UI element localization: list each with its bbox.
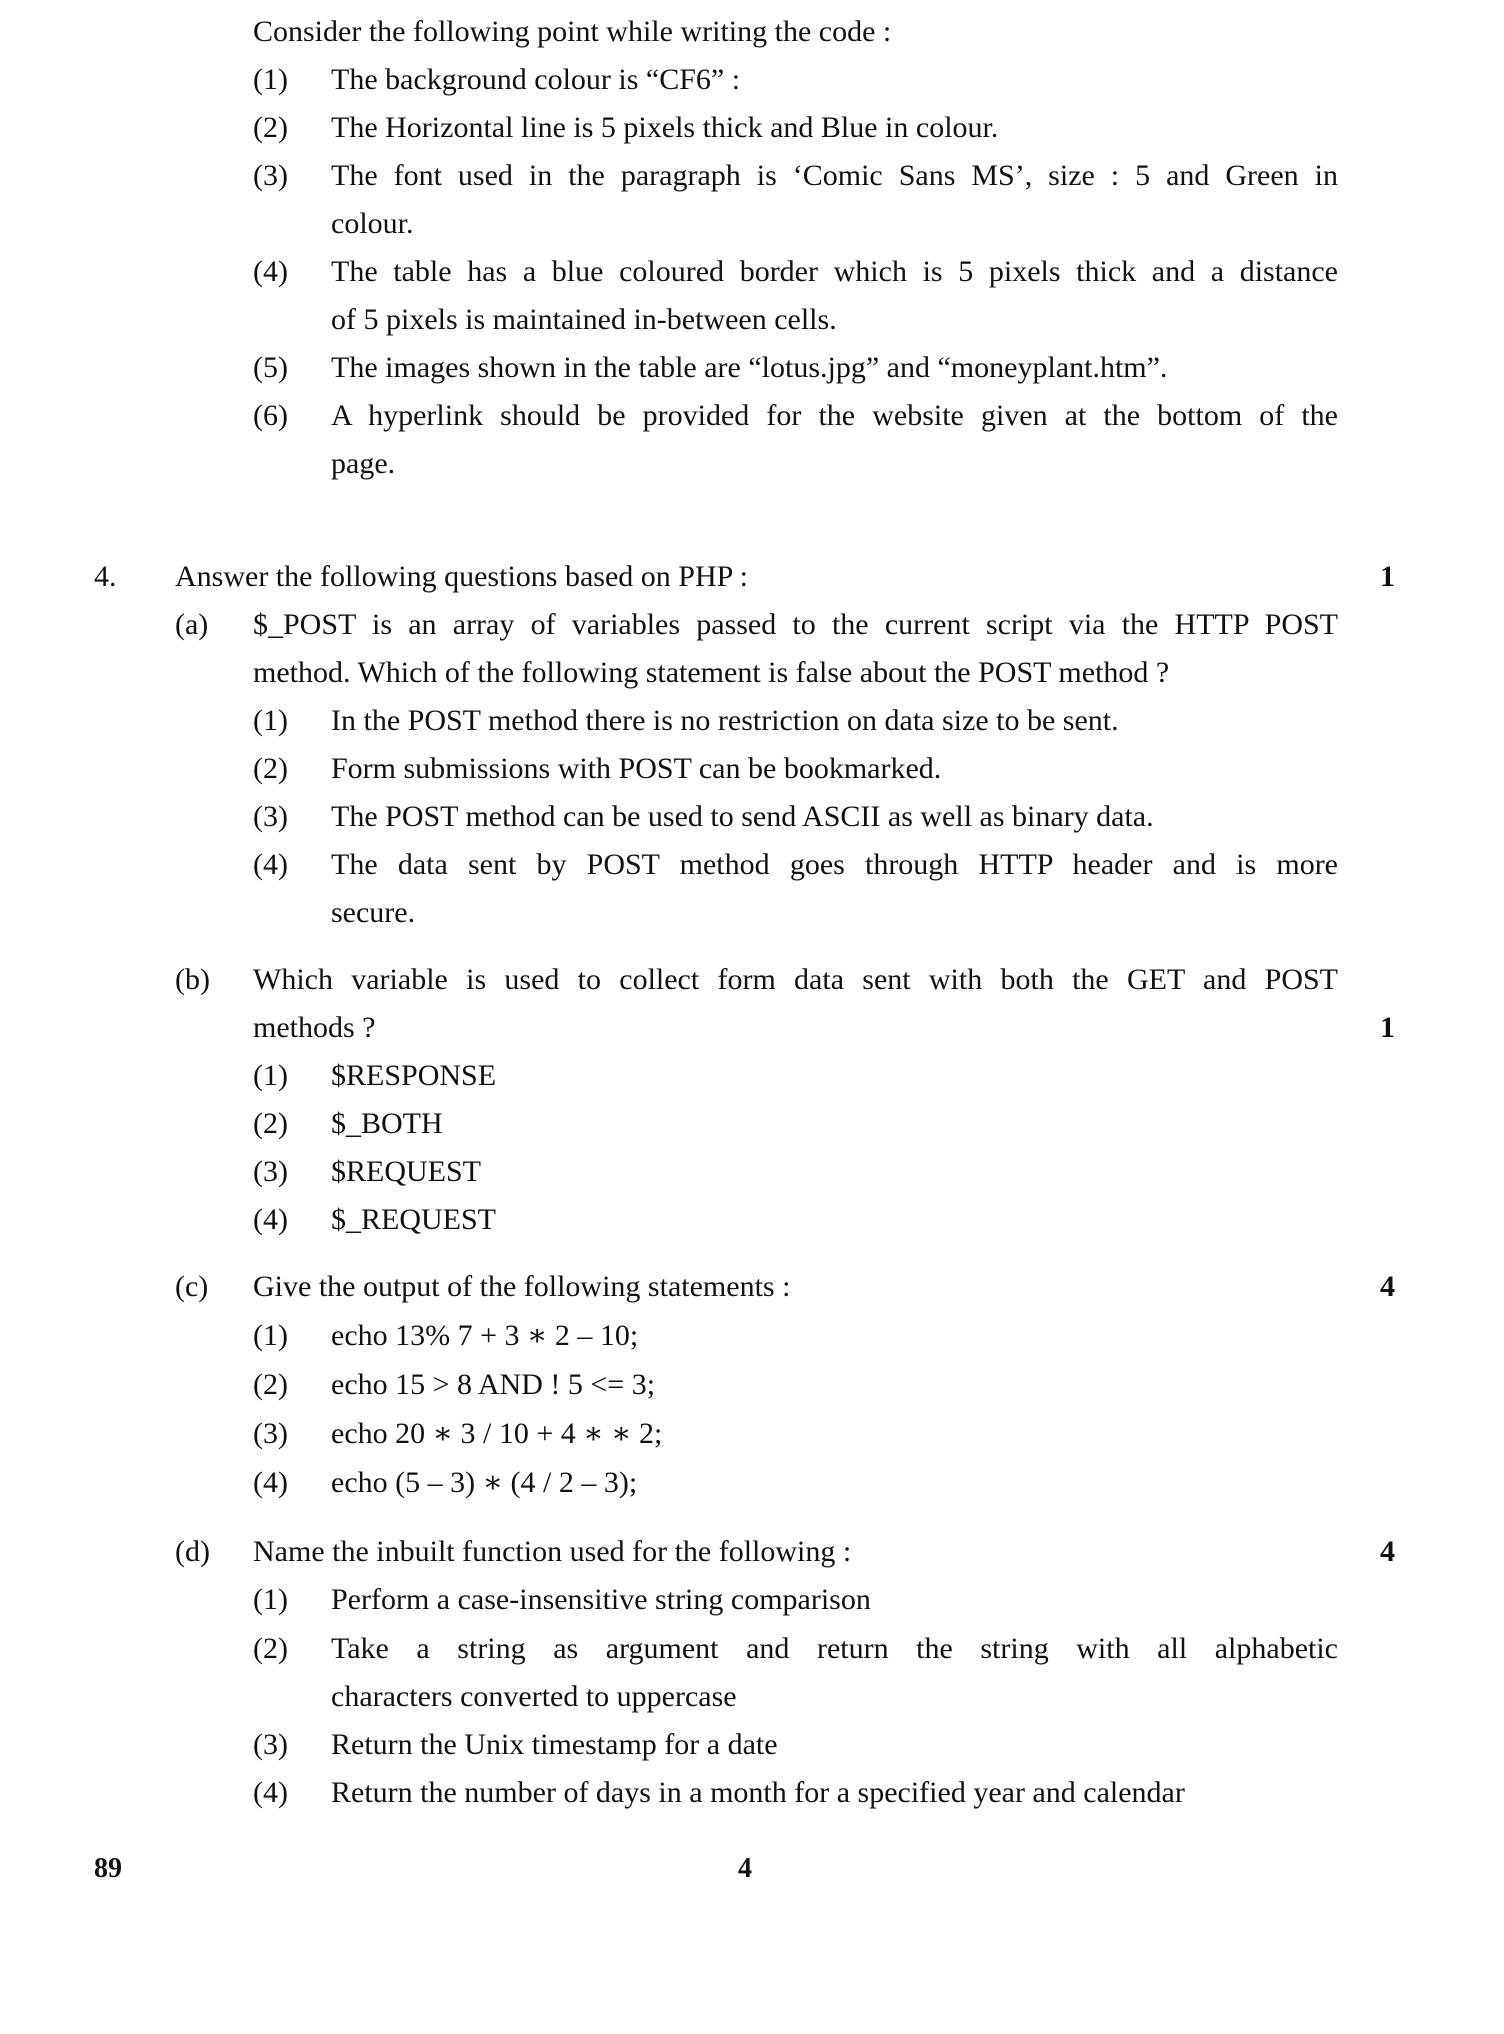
part-marks: 4 — [1380, 1270, 1395, 1303]
option-text: echo 15 > 8 AND ! 5 <= 3; — [331, 1368, 656, 1401]
option-number: (2) — [253, 1368, 288, 1401]
part-label: (b) — [175, 963, 210, 996]
point-number: (4) — [253, 255, 288, 288]
intro-heading: Consider the following point while writing the code : — [253, 15, 892, 48]
option-text: secure. — [331, 896, 416, 929]
point-text: of 5 pixels is maintained in-between cells. — [331, 303, 837, 336]
option-number: (3) — [253, 1417, 288, 1450]
option-text: characters converted to uppercase — [331, 1680, 737, 1713]
option-number: (1) — [253, 1319, 288, 1352]
point-number: (3) — [253, 159, 288, 192]
point-number: (2) — [253, 111, 288, 144]
point-text: The font used in the paragraph is ‘Comic Sans MS’, size : 5 and Green in — [331, 159, 1338, 192]
option-text: The POST method can be used to send ASCII as well as binary data. — [331, 800, 1154, 833]
option-text: Perform a case-insensitive string comparison — [331, 1583, 871, 1616]
option-text: Form submissions with POST can be bookmarked. — [331, 752, 942, 785]
option-text: echo (5 – 3) ∗ (4 / 2 – 3); — [331, 1466, 638, 1499]
part-text: Name the inbuilt function used for the following : — [253, 1535, 852, 1568]
option-number: (1) — [253, 1583, 288, 1616]
part-text: methods ? — [253, 1011, 376, 1044]
point-number: (5) — [253, 351, 288, 384]
question-marks: 1 — [1380, 560, 1395, 593]
point-text: The Horizontal line is 5 pixels thick and Blue in colour. — [331, 111, 999, 144]
point-text: page. — [331, 447, 396, 480]
paper-code: 89 — [94, 1853, 122, 1884]
option-text: Take a string as argument and return the string with all alphabetic — [331, 1632, 1338, 1665]
option-text: Return the Unix timestamp for a date — [331, 1728, 778, 1761]
question-number: 4. — [94, 560, 117, 593]
option-number: (2) — [253, 1632, 288, 1665]
part-text: $_POST is an array of variables passed to the current script via the HTTP POST — [253, 608, 1338, 641]
point-text: The background colour is “CF6” : — [331, 63, 741, 96]
option-number: (3) — [253, 800, 288, 833]
question-text: Answer the following questions based on PHP : — [175, 560, 749, 593]
point-text: A hyperlink should be provided for the website given at the bottom of the — [331, 399, 1338, 432]
point-number: (1) — [253, 63, 288, 96]
part-label: (d) — [175, 1535, 210, 1568]
point-number: (6) — [253, 399, 288, 432]
part-label: (c) — [175, 1270, 209, 1303]
option-number: (2) — [253, 1107, 288, 1140]
option-number: (2) — [253, 752, 288, 785]
option-text: $REQUEST — [331, 1155, 481, 1188]
option-text: echo 20 ∗ 3 / 10 + 4 ∗ ∗ 2; — [331, 1417, 663, 1450]
option-text: The data sent by POST method goes through HTTP header and is more — [331, 848, 1338, 881]
option-number: (4) — [253, 1203, 288, 1236]
option-text: $_REQUEST — [331, 1203, 496, 1236]
option-number: (4) — [253, 848, 288, 881]
option-text: $RESPONSE — [331, 1059, 497, 1092]
part-text: Give the output of the following statements : — [253, 1270, 791, 1303]
point-text: The images shown in the table are “lotus.jpg” and “moneyplant.htm”. — [331, 351, 1168, 384]
option-number: (4) — [253, 1466, 288, 1499]
option-text: In the POST method there is no restriction on data size to be sent. — [331, 704, 1119, 737]
page-number: 4 — [738, 1853, 752, 1884]
part-label: (a) — [175, 608, 209, 641]
option-number: (4) — [253, 1776, 288, 1809]
option-number: (3) — [253, 1155, 288, 1188]
option-number: (1) — [253, 704, 288, 737]
option-number: (3) — [253, 1728, 288, 1761]
option-text: Return the number of days in a month for a specified year and calendar — [331, 1776, 1185, 1809]
part-marks: 4 — [1380, 1535, 1395, 1568]
part-text: Which variable is used to collect form data sent with both the GET and POST — [253, 963, 1338, 996]
option-text: echo 13% 7 + 3 ∗ 2 – 10; — [331, 1319, 639, 1352]
part-text: method. Which of the following statement is false about the POST method ? — [253, 656, 1170, 689]
point-text: colour. — [331, 207, 414, 240]
point-text: The table has a blue coloured border which is 5 pixels thick and a distance — [331, 255, 1338, 288]
option-number: (1) — [253, 1059, 288, 1092]
part-marks: 1 — [1380, 1011, 1395, 1044]
option-text: $_BOTH — [331, 1107, 443, 1140]
